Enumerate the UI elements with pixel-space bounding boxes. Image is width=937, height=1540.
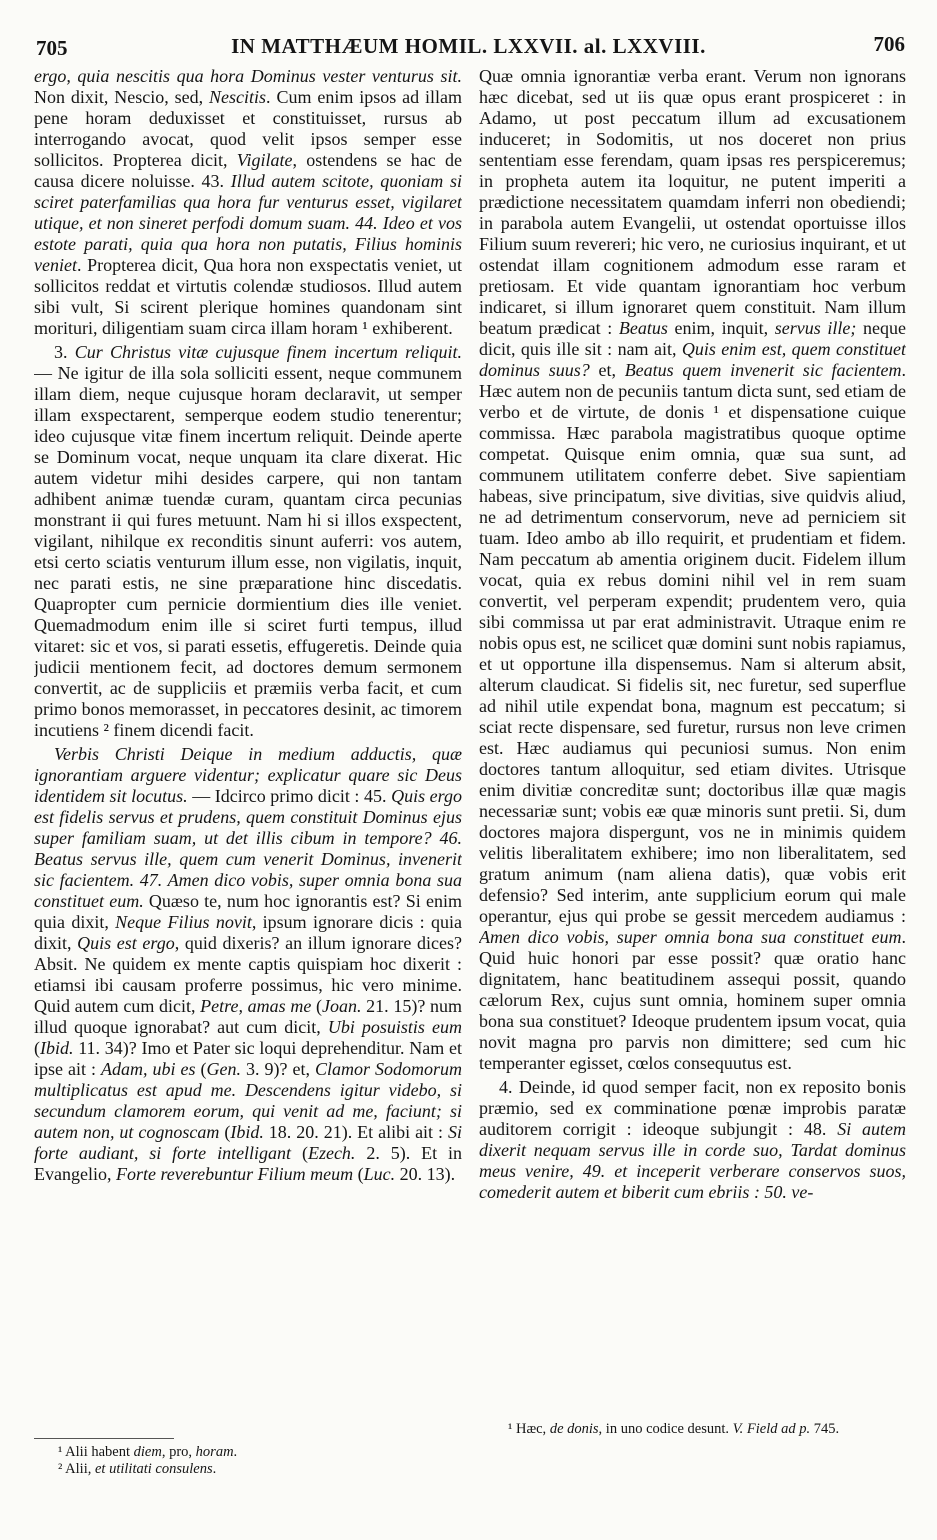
right-column <box>479 66 906 1420</box>
paragraph: ergo, quia nescitis qua hora Dominus vester venturus sit. Non dixit, Nescio, sed, Nescitis. Cum enim ipsos ad illam pene horam deduxisset et constituisset, rursus ab interrogando avocat, quod velit ipsos semper esse sollicitos. Propterea dicit, Vigilate, ostendens se hac de causa dicere noluisse. 43. Illud autem scitote, quoniam si sciret paterfamilias qua hora fur venturus esset, vigilaret utique, et non sineret perfodi domum suam. 44. Ideo et vos estote parati, quia qua hora non putatis, Filius hominis veniet. Propterea dicit, Qua hora non exspectatis veniet, ut sollicitos reddat et virtutis colendæ studiosos. Illud autem sibi vult, Si scirent plerique homines quandonam sint morituri, diligentiam suam circa illam horam ¹ exhiberent. <box>34 66 462 338</box>
footnote-rule-left <box>34 1438 174 1439</box>
footnote: ¹ Alii habent diem, pro, horam. <box>58 1444 238 1460</box>
footnotes-left <box>58 1444 458 1478</box>
running-title: IN MATTHÆUM HOMIL. LXXVII. al. LXXVIII. <box>231 34 706 58</box>
page-header <box>0 32 937 62</box>
footnote: ¹ Hæc, de donis, in uno codice desunt. V. Field ad p. 745. <box>508 1421 840 1437</box>
paragraph: 4. Deinde, id quod semper facit, non ex reposito bonis præmio, sed ex comminatione pœnæ improbis paratæ auditorem corrigit : ideoque subjungit : 48. Si autem dixerit nequam servus ille in corde suo, Tardat dominus meus venire, 49. et inceperit verberare conservos suos, comederit autem et biberit cum ebriis : 50. ve- <box>479 1077 906 1202</box>
page-number-left: 705 <box>36 36 68 60</box>
paragraph: 3. Cur Christus vitæ cujusque finem incertum reliquit. — Ne igitur de illa sola solliciti essent, neque communem illam diem, neque cujusque horam declaravit, ut semper illam exspectarent, semperque eodem studio tenerentur; ideo cujusque vitæ finem incertum reliquit. Deinde aperte se Dominum vocat, neque unquam ita clare dixerat. Hic autem videtur mihi desides carpere, qui non tantam adhibent animæ tuendæ curam, quantam circa pecunias monstrant ii qui fures metuunt. Nam hi si illos exspectent, vigilant, nihilque ex reconditis sinunt auferri: vos autem, etsi certo sciatis venturum illum esse, non vigilatis, inquit, nec parati estis, ne sine præparatione hinc discedatis. Quapropter cum pernicie dormientium dies ille veniet. Quemadmodum enim ille si sciret furti tempus, illud vitaret: sic et vos, si parati essetis, effugeretis. Deinde quia judicii mentionem fecit, ad doctores demum sermonem convertit, ac de suppliciis et præmiis verba facit, et cum primo bonos memorasset, in peccatores desinit, ac timorem incutiens ² finem dicendi facit. <box>34 342 462 740</box>
paragraph: Verbis Christi Deique in medium adductis, quæ ignorantiam arguere videntur; explicatur quare sic Deus identidem sit locutus. — Idcirco primo dicit : 45. Quis ergo est fidelis servus et prudens, quem constituit Dominus ejus super familiam suam, ut det illis cibum in tempore? 46. Beatus servus ille, quem cum venerit Dominus, invenerit sic facientem. 47. Amen dico vobis, super omnia bona sua constituet eum. Quæso te, num hoc ignorantis est? Si enim quia dixit, Neque Filius novit, ipsum ignorare dicis : quia dixit, Quis est ergo, quid dixeris? an illum ignorare dices? Absit. Ne quidem ex mente captis quispiam hoc dixerit : etiamsi ibi causam proferre possimus, hic vero minime. Quid autem cum dicit, Petre, amas me (Joan. 21. 15)? num illud quoque ignorabat? aut cum dicit, Ubi posuistis eum (Ibid. 11. 34)? Imo et Pater sic loqui deprehenditur. Nam et ipse ait : Adam, ubi es (Gen. 3. 9)? et, Clamor Sodomorum multiplicatus est apud me. Descendens igitur videbo, si secundum clamorem eorum, qui venit ad me, faciunt; si autem non, ut cognoscam (Ibid. 18. 20. 21). Et alibi ait : Si forte audiant, si forte intelligant (Ezech. 2. 5). Et in Evangelio, Forte reverebuntur Filium meum (Luc. 20. 13). <box>34 744 462 1184</box>
footnote: ² Alii, et utilitati consulens. <box>58 1461 217 1477</box>
paragraph: Quæ omnia ignorantiæ verba erant. Verum non ignorans hæc dicebat, sed ut iis quæ opus erant prospiceret : in Adamo, ut post peccatum illum ad excusationem induceret; in Sodomitis, ut nos doceret non prius sententiam esse ferendam, quam ipsas res perspiceremus; in propheta autem ita loquitur, ne putent imperiti a prædictione necessitatem quamdam inferri non obediendi; in parabola autem Evangelii, ut ostendat oportuisse illos Filium suum revereri; hic vero, ne curiosius inquirant, et ut ostendat illam cognitionem admodum esse raram et pretiosam. Et vide quantam ignorantiam hoc verbum indicaret, si illum ignoraret quem constituit. Nam illum beatum prædicat : Beatus enim, inquit, servus ille; neque dicit, quis ille sit : nam ait, Quis enim est, quem constituet dominus suus? et, Beatus quem invenerit sic facientem. Hæc autem non de pecuniis tantum dicta sunt, sed etiam de verbo et de virtute, de donis ¹ et dispensatione cuique commissa. Hæc parabola magistratibus quoque optime competat. Quisque enim omnia, quæ sua sunt, ad communem utilitatem conferre debet. Sive sapientiam habeas, sive principatum, sive divitias, sive quidvis aliud, ne ad detrimentum conservorum, neve ad perniciem sit tuam. Ideo ambo ab illo requirit, et prudentiam et fidem. Nam peccatum ab amentia originem ducit. Fidelem illum vocat, quia ex rebus domini nihil vel in rem suam convertit, vel perperam expendit; prudentem vero, quia sibi commissa ut par erat administravit. Utraque enim re nobis opus est, ne scilicet quæ domini sunt nobis rapiamus, et ut opportune illa dispensemus. Nam si alterum absit, alterum claudicat. Si fidelis sit, nec furetur, sed superflue ad nihil utile expendat bona, magnum est peccatum; si sciat recte dispensare, sed furetur, rursus non leve crimen est. Hæc audiamus qui pecuniosi sumus. Non enim doctores tantum alloquitur, sed etiam divites. Utrisque enim divitiæ concreditæ sunt; doctoribus illæ quæ magis necessariæ sunt; vobis eæ quæ minoris sunt pretii. Si, dum doctores majora dispergunt, vos ne in minimis quidem velitis liberalitatem exhibere; imo non liberalitatem, sed gratum animum (nam aliena datis), quæ vobis erit defensio? Sed interim, ante supplicium eorum qui male operantur, ejus qui probe se gessit mercedem audiamus : Amen dico vobis, super omnia bona sua constituet eum. Quid huic honori par esse possit? quæ oratio hanc dignitatem, hanc beatitudinem assequi possit, quando cælorum Rex, cujus sunt omnia, hominem super omnia bona sua constituet? Ideoque prudentem ipsum vocat, quia novit magna pro parvis non dimittere; sed cum hic temperanter egisset, cœlos consequutus est. <box>479 66 906 1073</box>
left-column <box>34 66 462 1418</box>
page-number-right: 706 <box>873 32 905 56</box>
footnotes-right <box>508 1421 908 1438</box>
